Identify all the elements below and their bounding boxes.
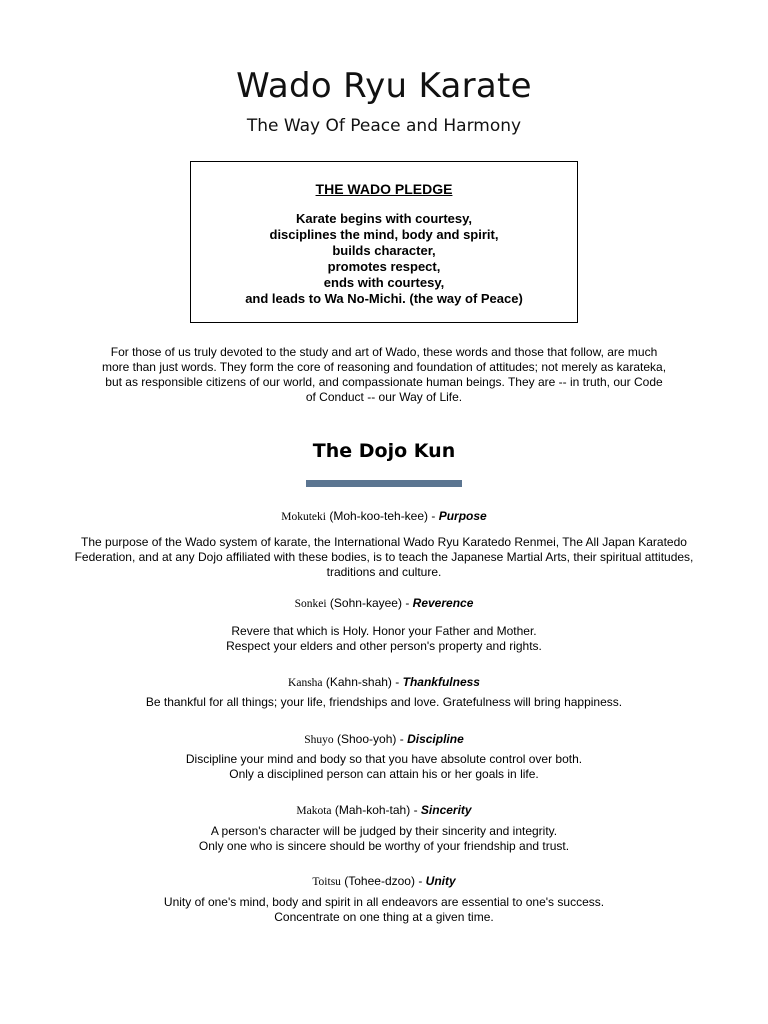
kun-item-text [0,624,768,654]
kun-item-text [0,895,768,925]
kun-text-line: Discipline your mind and body so that you have absolute control over both. [185,752,583,766]
kun-item-heading [0,874,768,888]
pledge-line: and leads to Wa No-Michi. (the way of Peace) [245,291,523,306]
kun-separator: - [431,509,436,523]
kun-text-line: A person's character will be judged by their sincerity and integrity. [210,824,558,838]
kun-pronunciation: (Mah-koh-tah) [334,803,411,817]
dojo-kun-heading: The Dojo Kun [312,440,456,462]
kun-item-heading [0,509,768,523]
kun-item-text [0,695,768,710]
document-subtitle: The Way Of Peace and Harmony [246,116,522,136]
kun-separator: - [405,596,410,610]
kun-text-line: Concentrate on one thing at a given time. [274,910,494,924]
pledge-lines [191,211,577,307]
kun-pronunciation: (Tohee-dzoo) [344,874,415,888]
kun-separator: - [395,675,400,689]
kun-text-line: The purpose of the Wado system of karate, the International Wado Ryu Karatedo Renmei, The All Japan Karatedo Federation, and at any Dojo affiliated with these bodies, is to teach the Japanese Martial Arts, their spiritual attitudes, traditions and culture. [74,535,694,579]
kun-separator: - [418,874,423,888]
kun-term: Makota [296,805,332,817]
kun-term: Toitsu [312,876,341,888]
kun-text-line: Unity of one's mind, body and spirit in all endeavors are essential to one's success. [163,895,605,909]
pledge-line: ends with courtesy, [323,275,445,290]
intro-paragraph: For those of us truly devoted to the study and art of Wado, these words and those that follow, are much more than just words. They form the core of reasoning and foundation of attitudes; not merely as karateka, but as responsible citizens of our world, and compassionate human beings. They are -- in truth, our Code of Conduct -- our Way of Life. [101,345,667,404]
pledge-line: builds character, [332,243,436,258]
kun-text-line: Only one who is sincere should be worthy of your friendship and trust. [198,839,570,853]
kun-text-line: Revere that which is Holy. Honor your Father and Mother. [231,624,537,638]
kun-item-heading [0,675,768,689]
kun-item-heading [0,732,768,746]
kun-meaning: Unity [425,874,456,888]
kun-meaning: Reverence [412,596,474,610]
kun-meaning: Thankfulness [402,675,480,689]
kun-term: Mokuteki [281,511,326,523]
kun-item-text [0,752,768,782]
kun-item-text [70,535,698,580]
kun-text-line: Respect your elders and other person's property and rights. [226,639,542,653]
pledge-box [190,161,578,323]
kun-term: Shuyo [304,734,334,746]
kun-pronunciation: (Shoo-yoh) [337,732,397,746]
pledge-line: promotes respect, [327,259,441,274]
kun-meaning: Sincerity [420,803,472,817]
kun-meaning: Discipline [407,732,464,746]
kun-separator: - [399,732,404,746]
kun-separator: - [413,803,418,817]
kun-item-heading [0,596,768,610]
pledge-heading: THE WADO PLEDGE [315,181,453,197]
heading-divider [306,480,462,487]
kun-item-text [0,824,768,854]
kun-term: Sonkei [294,598,327,610]
pledge-line: disciplines the mind, body and spirit, [269,227,499,242]
kun-pronunciation: (Moh-koo-teh-kee) [329,509,429,523]
kun-pronunciation: (Kahn-shah) [325,675,392,689]
kun-pronunciation: (Sohn-kayee) [329,596,402,610]
kun-text-line: Be thankful for all things; your life, friendships and love. Gratefulness will bring happiness. [145,695,623,709]
kun-text-line: Only a disciplined person can attain his or her goals in life. [229,767,539,781]
kun-item-heading [0,803,768,817]
document-title: Wado Ryu Karate [236,66,532,106]
kun-term: Kansha [288,677,323,689]
pledge-line: Karate begins with courtesy, [295,211,473,226]
kun-meaning: Purpose [438,509,487,523]
